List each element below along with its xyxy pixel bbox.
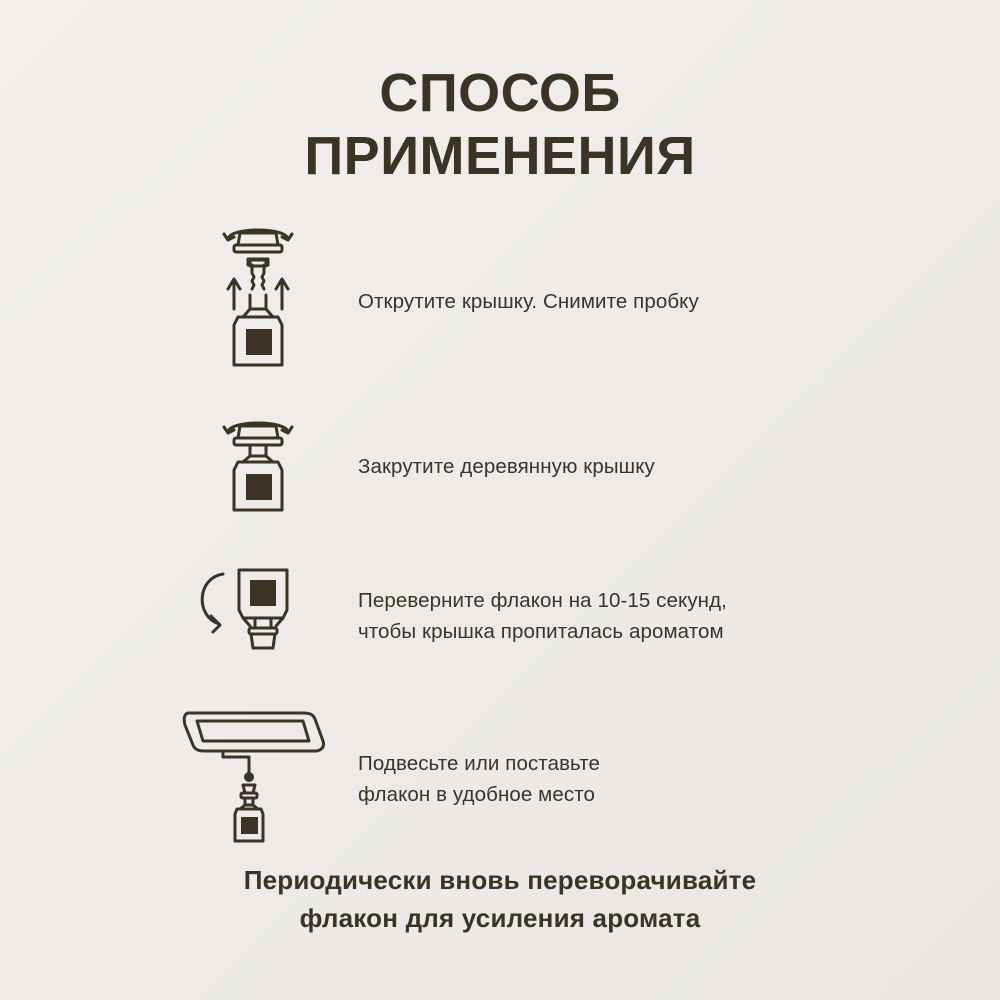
page-title [0, 62, 1000, 188]
bottle-screw-wooden-cap-icon [188, 402, 328, 532]
step-item [0, 542, 1000, 692]
step-item [0, 692, 1000, 867]
footer-line-1: Периодически вновь переворачивайте [243, 865, 757, 895]
step-4-text-line-1: Подвесьте или поставьте [358, 751, 600, 775]
bottle-label-square [246, 329, 272, 355]
step-3-icon-wrap [158, 552, 358, 682]
bottle-label-square [250, 580, 276, 606]
step-4-text-line-2: флакон в удобное место [358, 782, 595, 806]
title-line-2: ПРИМЕНЕНИЯ [304, 126, 696, 187]
step-4-icon-wrap [158, 695, 358, 865]
footer-note [0, 862, 1000, 937]
step-1-text [358, 287, 699, 318]
step-item [0, 212, 1000, 392]
bottle-open-cap-arrows-icon [188, 217, 328, 387]
step-1-text-line-1: Открутите крышку. Снимите пробку [358, 289, 699, 313]
car-mirror-hanging-bottle-icon [163, 695, 353, 865]
step-3-text [358, 586, 727, 648]
step-2-text [358, 452, 655, 483]
step-1-icon-wrap [158, 217, 358, 387]
title-line-1: СПОСОБ [379, 63, 621, 123]
step-2-icon-wrap [158, 402, 358, 532]
bottle-label-square [246, 474, 272, 500]
steps-list [0, 212, 1000, 867]
step-4-text [358, 749, 600, 811]
step-2-text-line-1: Закрутите деревянную крышку [358, 454, 655, 478]
footer-line-2: флакон для усиления аромата [299, 902, 701, 933]
bottle-label-square [241, 817, 258, 834]
step-item [0, 392, 1000, 542]
step-3-text-line-1: Переверните флакон на 10-15 секунд, [358, 589, 727, 613]
step-3-text-line-2: чтобы крышка пропиталась ароматом [358, 620, 724, 643]
bottle-flip-rotate-icon [183, 552, 333, 682]
